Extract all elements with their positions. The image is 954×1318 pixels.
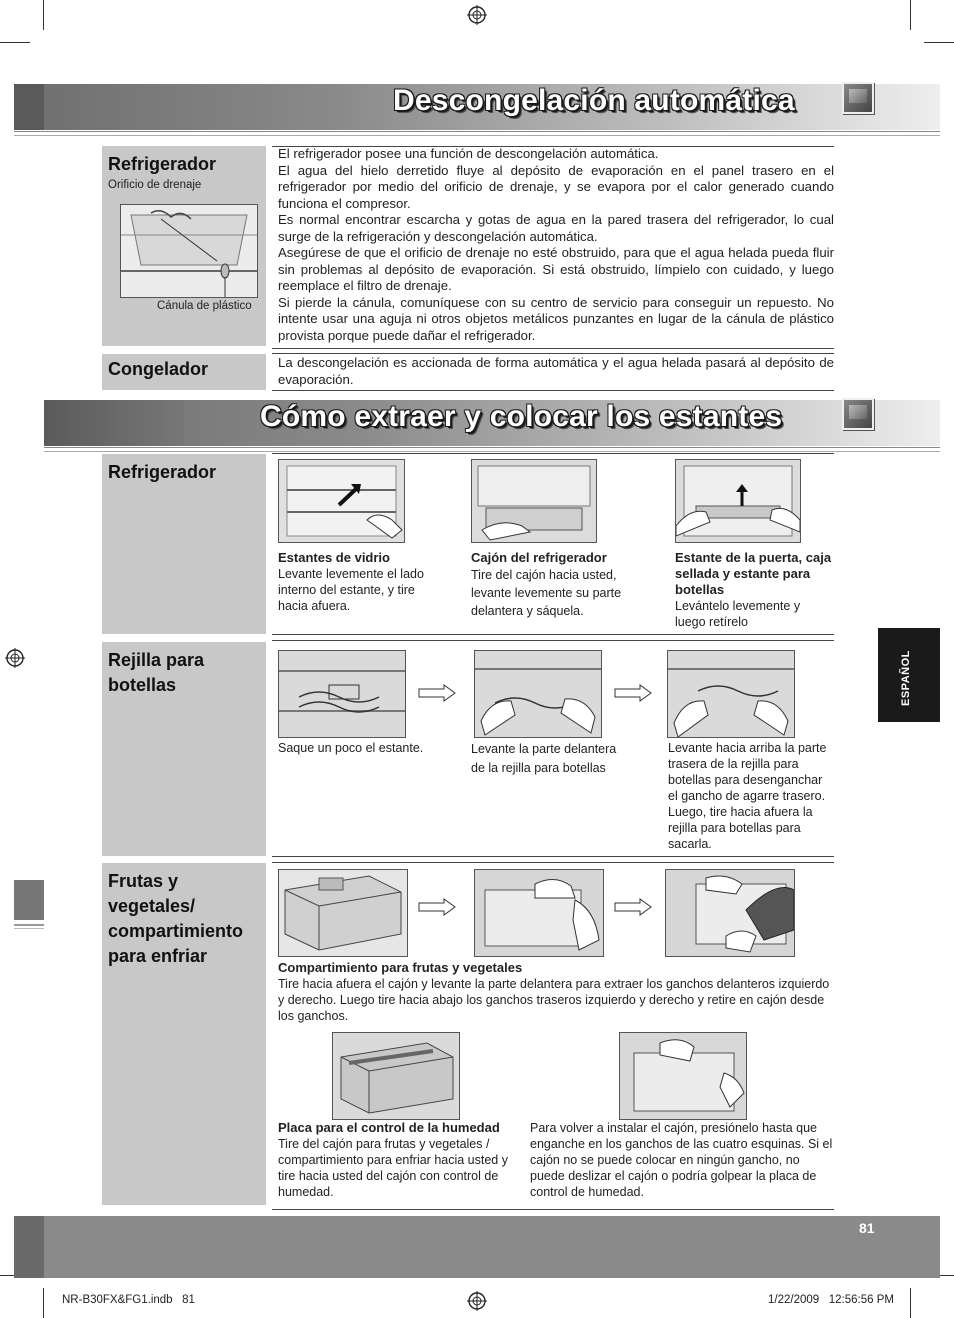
humidity-plate-illustration xyxy=(332,1032,460,1120)
glass-shelf-caption xyxy=(278,550,448,614)
footer-timestamp: 1/22/2009 12:56:56 PM xyxy=(768,1294,894,1306)
paragraph: El agua del hielo derretido fluye al depósito de evaporación en el panel trasero en el refrigerador por medio del orificio de drenaje, y se evapora por el calor generado cuando funciona el compresor. xyxy=(278,162,834,211)
humidity-plate-caption xyxy=(278,1120,518,1200)
glass-shelf-illustration xyxy=(278,459,405,543)
caption-title: Placa para el control de la humedad xyxy=(278,1120,500,1135)
caption-title: Compartimiento para frutas y vegetales xyxy=(278,960,523,975)
reinstall-drawer-illustration xyxy=(619,1032,747,1120)
caption-text: Levántelo levemente y luego retírelo xyxy=(675,599,801,629)
paragraph: Es normal encontrar escarcha y gotas de agua en la pared trasera del refrigerador, lo cual surge de la refrigeración y descongelación automática. xyxy=(278,212,834,244)
drain-hole-label: Orificio de drenaje xyxy=(108,179,202,191)
registration-mark-icon xyxy=(467,5,487,25)
drawer-caption xyxy=(471,550,641,620)
caption-text: Tire del cajón para frutas y vegetales / compartimiento para enfriar hacia usted y tire hacia usted del cajón con control de humedad. xyxy=(278,1137,508,1199)
section-title-defrost: Descongelación automática xyxy=(393,84,795,117)
label-rejilla: Rejilla para botellas xyxy=(108,650,205,695)
crisper-step1-illustration xyxy=(278,869,408,957)
label-cell-rejilla xyxy=(102,642,266,856)
label-cell-frutas xyxy=(102,863,266,1205)
paragraph: Si pierde la cánula, comuníquese con su centro de servicio para conseguir un repuesto. No intente usar una aguja ni otros objetos metálicos punzantes en lugar de la cánula de plástico provista porque puede dañar el refrigerador. xyxy=(278,294,834,343)
paragraph: Asegúrese de que el orificio de drenaje no esté obstruido, para que el agua helada pueda fluir sin problemas al depósito de evaporación. Si está obstruido, límpielo con cuidado, y luego reemplace el filtro de drenaje. xyxy=(278,245,834,293)
door-shelf-caption xyxy=(675,550,833,630)
registration-mark-icon xyxy=(467,1291,487,1311)
label-cell-refrigerador xyxy=(102,146,266,346)
label-refrigerador: Refrigerador xyxy=(108,462,217,482)
language-tab xyxy=(878,628,940,722)
arrow-right-icon xyxy=(614,684,652,702)
bottle-rack-step1-illustration xyxy=(278,650,406,738)
plastic-tube-label: Cánula de plástico xyxy=(157,300,252,312)
defrost-drain-illustration xyxy=(120,204,258,298)
bottle-rack-step3-illustration xyxy=(667,650,795,738)
door-shelf-illustration xyxy=(675,459,801,543)
bottle-rack-step3-caption: Levante hacia arriba la parte trasera de la rejilla para botellas para desenganchar el gancho de agarre trasero. Luego, tire hacia afuera la rejilla para botellas para sacarla. xyxy=(668,741,827,851)
crisper-caption xyxy=(278,960,834,1024)
defrost-congelador-text: La descongelación es accionada de forma automática y el agua helada pasará al depósito de evaporación. xyxy=(278,355,834,387)
label-frutas: Frutas y vegetales/ compartimiento para enfriar xyxy=(108,871,244,966)
label-congelador: Congelador xyxy=(108,359,209,379)
section-title-shelves: Cómo extraer y colocar los estantes xyxy=(260,400,783,433)
footer-file-name: NR-B30FX&FG1.indb 81 xyxy=(62,1294,195,1306)
crisper-step2-illustration xyxy=(474,869,604,957)
bottle-rack-step2-illustration xyxy=(474,650,602,738)
reinstall-caption: Para volver a instalar el cajón, presiónelo hasta que enganche en los ganchos de las cuatro esquinas. Si el cajón no se puede colocar en ningún gancho, no puede deslizar el cajón o podría golpear la placa de control de humedad. xyxy=(530,1121,833,1199)
crisper-step3-illustration xyxy=(665,869,795,957)
caption-text: Tire del cajón hacia usted, levante levemente su parte delantera y sáquela. xyxy=(471,568,622,618)
caption-title: Estante de la puerta, caja sellada y estante para botellas xyxy=(675,550,832,597)
defrost-refrigerador-text xyxy=(278,146,834,344)
fridge-drawer-illustration xyxy=(471,459,597,543)
paragraph: El refrigerador posee una función de descongelación automática. xyxy=(278,146,659,161)
caption-text: Tire hacia afuera el cajón y levante la parte delantera para extraer los ganchos delanteros izquierdo y derecho. Luego tire hacia abajo los ganchos traseros izquierdo y derecho y retire en cajón desde los ganchos. xyxy=(278,977,830,1023)
arrow-right-icon xyxy=(418,898,456,916)
label-cell-shelf-refrigerador xyxy=(102,454,266,634)
language-tab-label: ESPAÑOL xyxy=(900,650,912,706)
label-refrigerador: Refrigerador xyxy=(108,154,217,174)
caption-title: Cajón del refrigerador xyxy=(471,550,607,565)
label-cell-congelador xyxy=(102,354,266,390)
page-number: 81 xyxy=(859,1220,875,1236)
side-block xyxy=(14,880,44,920)
bottle-rack-step2-caption: Levante la parte delantera de la rejilla para botellas xyxy=(471,742,617,775)
arrow-right-icon xyxy=(614,898,652,916)
caption-text: Levante levemente el lado interno del estante, y tire hacia afuera. xyxy=(278,567,424,613)
title-square-icon xyxy=(842,82,874,114)
title-square-icon xyxy=(842,398,874,430)
bottle-rack-step1-caption: Saque un poco el estante. xyxy=(278,741,424,755)
arrow-right-icon xyxy=(418,684,456,702)
registration-mark-icon xyxy=(5,648,25,668)
caption-title: Estantes de vidrio xyxy=(278,550,390,565)
footer-bar xyxy=(14,1216,940,1278)
